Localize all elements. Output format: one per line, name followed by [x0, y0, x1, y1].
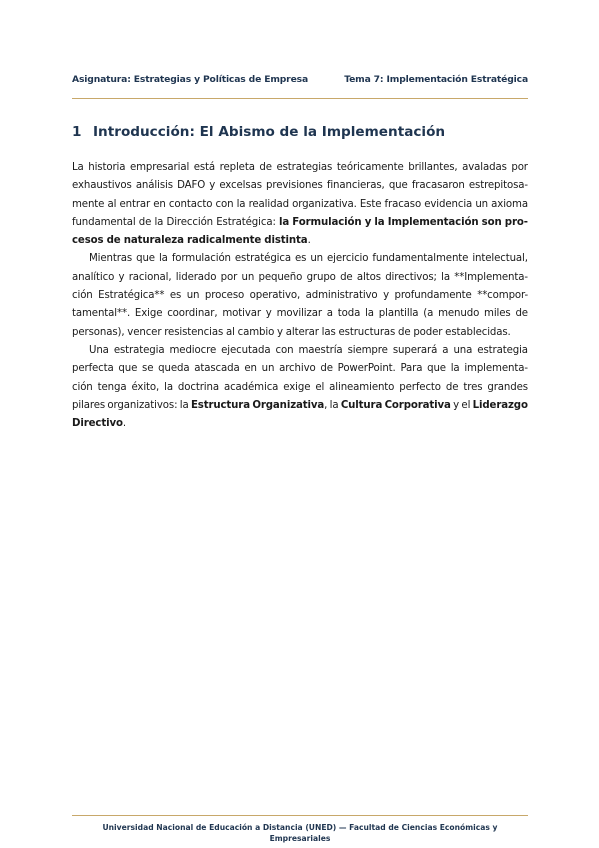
bold-text: cesos de naturaleza radicalmente distinta — [72, 235, 308, 247]
word: pequeño — [258, 271, 303, 283]
word: racional, — [128, 271, 172, 283]
word: estrategia — [477, 344, 528, 356]
bold-word: Estructura — [190, 399, 250, 411]
word: un — [310, 253, 324, 265]
word: realidad — [248, 198, 289, 210]
word: se — [142, 363, 154, 375]
word: un — [241, 271, 255, 283]
word: por — [511, 162, 528, 173]
word: está — [193, 162, 216, 173]
word: exhaustivos — [72, 180, 132, 192]
bold-word: Liderazgo — [472, 399, 528, 411]
word: que — [388, 180, 408, 192]
text-line — [72, 214, 528, 232]
word: y — [383, 290, 389, 302]
word: un — [261, 363, 275, 375]
word: en — [153, 198, 166, 210]
word: la — [365, 308, 374, 320]
word: ción — [72, 381, 93, 393]
word: que — [427, 363, 446, 375]
word: siempre — [347, 344, 388, 356]
word: La — [72, 162, 84, 173]
word: es — [169, 290, 182, 302]
word: archivo — [279, 363, 316, 375]
word: Este — [359, 198, 382, 210]
bold-word: la — [278, 216, 290, 228]
word: con — [215, 198, 234, 210]
word: grupo — [306, 271, 336, 283]
word: de — [320, 363, 333, 375]
paragraph — [72, 159, 528, 250]
body-text — [72, 159, 528, 433]
word: la — [329, 399, 339, 411]
word: contacto — [168, 198, 213, 210]
running-header — [72, 72, 528, 99]
word: ción — [72, 290, 93, 302]
word: a — [442, 344, 449, 356]
word: estrategia — [113, 344, 165, 356]
word: profundamente — [394, 290, 472, 302]
word: mediocre — [169, 344, 217, 356]
word: mente — [72, 198, 105, 210]
text-run: . — [122, 418, 126, 430]
text-line — [72, 250, 528, 268]
section-number: 1 — [72, 124, 82, 140]
word: coordinar, — [167, 308, 218, 320]
topic-title: Tema 7: Implementación Estratégica — [344, 74, 528, 85]
word: axioma — [491, 198, 528, 210]
text-line — [72, 269, 528, 287]
word: al — [107, 198, 117, 210]
bold-word: Corporativa — [384, 399, 451, 411]
word: ejecutada — [221, 344, 271, 356]
bold-word: Implementación — [387, 216, 479, 228]
footer-line: Universidad Nacional de Educación a Distancia (UNED) — Facultad de Ciencias Económicas y — [102, 823, 498, 832]
section-title: Introducción: El Abismo de la Implementación — [93, 124, 446, 140]
section-heading — [72, 124, 528, 140]
word: superará — [392, 344, 438, 356]
word: una — [453, 344, 473, 356]
word: tenga — [97, 381, 127, 393]
course-title: Asignatura: Estrategias y Políticas de Empresa — [72, 74, 309, 85]
word: brillantes, — [408, 162, 458, 173]
text-line — [72, 159, 528, 177]
word: liderado — [175, 271, 217, 283]
bold-text: Directivo — [72, 418, 123, 430]
word: movilizar — [276, 308, 322, 320]
word: y — [209, 180, 216, 192]
word: la — [164, 381, 173, 393]
word: empresarial — [129, 162, 190, 173]
word: atascada — [194, 363, 240, 375]
word: análisis — [135, 180, 173, 192]
word: tamental**. — [72, 308, 131, 320]
word — [341, 397, 382, 415]
word: analítico — [72, 271, 115, 283]
word — [365, 214, 372, 232]
word: estrepitosa- — [468, 180, 528, 192]
word: en — [244, 363, 257, 375]
text-run: . — [307, 235, 311, 247]
bold-word: y — [364, 216, 372, 228]
word: éxito, — [131, 381, 160, 393]
word — [292, 214, 361, 232]
word: y — [118, 271, 125, 283]
text-line — [72, 379, 528, 397]
word: fundamentalmente — [372, 253, 469, 265]
text-line — [72, 360, 528, 378]
word: Una — [89, 344, 109, 356]
word: de — [259, 162, 272, 173]
word: Para — [400, 363, 423, 375]
word: alineamiento — [329, 381, 395, 393]
bold-word: pro- — [504, 216, 528, 228]
word: académica — [223, 381, 279, 393]
text-line — [72, 324, 528, 342]
word: formulación — [171, 253, 231, 265]
word: altos — [356, 271, 381, 283]
word: historia — [88, 162, 126, 173]
word: de — [138, 216, 152, 228]
word: maestría — [298, 344, 343, 356]
word: directivos; — [385, 271, 437, 283]
word: que — [118, 363, 138, 375]
bold-word: son — [481, 216, 502, 228]
text-line — [72, 232, 528, 250]
word: exige — [283, 381, 311, 393]
word: implementa- — [464, 363, 528, 375]
word: la — [158, 253, 168, 265]
word: menudo — [438, 308, 480, 320]
word: Dirección — [166, 216, 214, 228]
paragraph — [72, 342, 528, 433]
word: plantilla — [378, 308, 419, 320]
word: intelectual, — [472, 253, 528, 265]
word: Exige — [134, 308, 163, 320]
word: la — [450, 363, 460, 375]
footer-line: Empresariales — [269, 834, 331, 843]
word: perfecto — [399, 381, 441, 393]
word: **compor- — [477, 290, 528, 302]
word: la — [154, 216, 164, 228]
word: la — [236, 198, 246, 210]
word: un — [475, 198, 489, 210]
word: DAFO — [177, 180, 206, 192]
word: el — [461, 399, 471, 411]
word — [191, 397, 250, 415]
word: motivar — [222, 308, 261, 320]
word: doctrina — [177, 381, 219, 393]
text-line — [72, 415, 528, 433]
word: Estratégica: — [216, 216, 276, 228]
word: por — [220, 271, 238, 283]
word: de — [515, 308, 528, 320]
word: Estratégica** — [98, 290, 165, 302]
word — [505, 214, 528, 232]
word: entrar — [119, 198, 151, 210]
word: un — [186, 290, 200, 302]
text-line — [72, 177, 528, 195]
text-line — [72, 196, 528, 214]
text-line — [72, 287, 528, 305]
text-line — [72, 305, 528, 323]
word — [279, 214, 289, 232]
word: repleta — [219, 162, 255, 173]
paragraph — [72, 250, 528, 341]
word: estrategias — [276, 162, 333, 173]
word: de — [445, 381, 459, 393]
word: a — [326, 308, 333, 320]
word: Organizativa, — [252, 399, 328, 411]
word: es — [295, 253, 307, 265]
word: perfecta — [72, 363, 114, 375]
word: PowerPoint. — [337, 363, 396, 375]
word: que — [136, 253, 155, 265]
bold-word: Cultura — [340, 399, 383, 411]
word: fracasaron — [411, 180, 465, 192]
word: fundamental — [72, 216, 136, 228]
word: estratégica — [234, 253, 291, 265]
word: evidencia — [424, 198, 473, 210]
word: fracaso — [384, 198, 422, 210]
word: pilares — [72, 399, 106, 411]
word: operativo, — [249, 290, 301, 302]
word: queda — [158, 363, 190, 375]
word: previsiones — [266, 180, 323, 192]
word: teóricamente — [336, 162, 404, 173]
running-footer — [72, 815, 528, 844]
word: la — [179, 399, 189, 411]
word: **Implementa- — [454, 271, 528, 283]
word: y — [265, 308, 272, 320]
bold-word: Formulación — [292, 216, 362, 228]
word: y — [453, 399, 460, 411]
word: excelsas — [219, 180, 262, 192]
word: organizativos: — [107, 399, 178, 411]
text-run: personas), vencer resistencias al cambio y alterar las estructuras de poder establecidas. — [72, 326, 511, 338]
word — [473, 397, 528, 415]
word: toda — [337, 308, 361, 320]
word — [385, 397, 451, 415]
word: grandes — [487, 381, 528, 393]
word: administrativo — [305, 290, 378, 302]
word — [374, 214, 384, 232]
word: ejercicio — [327, 253, 369, 265]
word: Mientras — [89, 253, 133, 265]
bold-word: la — [374, 216, 385, 228]
word: (a — [423, 308, 434, 320]
word: con — [275, 344, 294, 356]
word: el — [315, 381, 325, 393]
word: miles — [484, 308, 511, 320]
text-line — [72, 342, 528, 360]
word: financieras, — [326, 180, 385, 192]
word — [388, 214, 479, 232]
word — [482, 214, 502, 232]
word: de — [340, 271, 353, 283]
word: la — [441, 271, 450, 283]
word: avaladas — [462, 162, 507, 173]
word: organizativa. — [292, 198, 357, 210]
bold-word: Organizativa — [252, 399, 325, 411]
word: proceso — [204, 290, 245, 302]
text-line — [72, 397, 528, 415]
word: tres — [463, 381, 483, 393]
